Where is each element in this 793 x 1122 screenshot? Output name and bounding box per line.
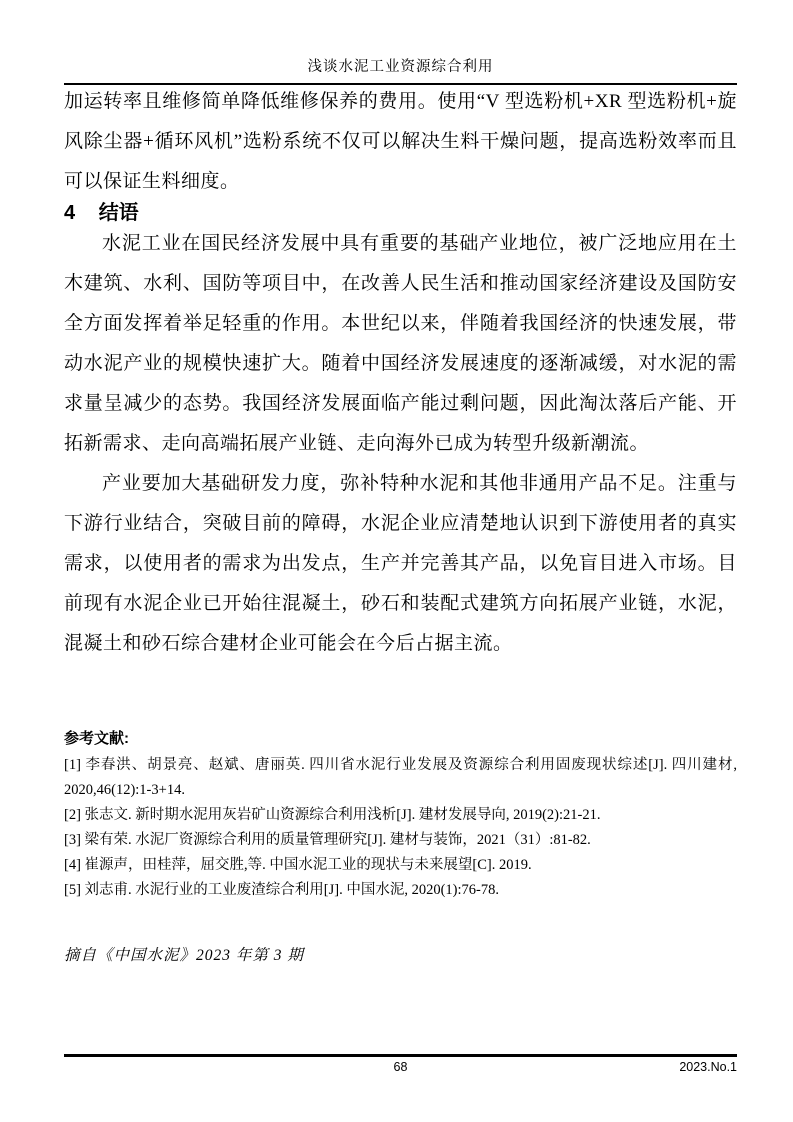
page-number: 68 bbox=[393, 1060, 408, 1074]
continuation-paragraph: 加运转率且维修简单降低维修保养的费用。使用“V 型选粉机+XR 型选粉机+旋风除尘器+循环风机”选粉系统不仅可以解决生料干燥问题，提高选粉效率而且可以保证生料细度。 bbox=[64, 91, 737, 192]
section-number: 4 bbox=[64, 202, 76, 224]
body-paragraph: 水泥工业在国民经济发展中具有重要的基础产业地位，被广泛地应用在土木建筑、水利、国防等项目中，在改善人民生活和推动国家经济建设及国防安全方面发挥着举足轻重的作用。本世纪以来，伴随着我国经济的快速发展，带动水泥产业的规模快速扩大。随着中国经济发展速度的逐渐减缓，对水泥的需求量呈减少的态势。我国经济发展面临产能过剩问题，因此淘汰落后产能、开拓新需求、走向高端拓展产业链、走向海外已成为转型升级新潮流。 bbox=[64, 233, 737, 454]
reference-item: [2] 张志文. 新时期水泥用灰岩矿山资源综合利用浅析[J]. 建材发展导向, 2019(2):21-21. bbox=[64, 807, 601, 823]
section-title: 结语 bbox=[98, 202, 139, 224]
body-paragraph: 产业要加大基础研发力度，弥补特种水泥和其他非通用产品不足。注重与下游行业结合，突破目前的障碍，水泥企业应清楚地认识到下游使用者的真实需求，以使用者的需求为出发点，生产并完善其产品，以免盲目进入市场。目前现有水泥企业已开始往混凝土，砂石和装配式建筑方向拓展产业链，水泥，混凝土和砂石综合建材企业可能会在今后占据主流。 bbox=[64, 473, 737, 654]
running-header-title: 浅谈水泥工业资源综合利用 bbox=[307, 59, 494, 75]
reference-item: [1] 李春洪、胡景亮、赵斌、唐丽英. 四川省水泥行业发展及资源综合利用固废现状综述[J]. 四川建材, 2020,46(12):1-3+14. bbox=[64, 757, 737, 798]
references-heading: 参考文献: bbox=[64, 730, 129, 747]
references-section bbox=[64, 728, 737, 903]
issue-label: 2023.No.1 bbox=[679, 1060, 737, 1074]
reference-item: [3] 梁有荣. 水泥厂资源综合利用的质量管理研究[J]. 建材与装饰，2021（31）:81-82. bbox=[64, 832, 591, 848]
reference-item: [5] 刘志甫. 水泥行业的工业废渣综合利用[J]. 中国水泥, 2020(1):76-78. bbox=[64, 882, 499, 898]
section-heading bbox=[64, 202, 737, 224]
reference-item: [4] 崔源声，田桂萍，屈交胜,等. 中国水泥工业的现状与未来展望[C]. 2019. bbox=[64, 857, 532, 873]
page-footer bbox=[64, 1054, 737, 1078]
page-content bbox=[64, 82, 737, 983]
running-header bbox=[64, 58, 737, 85]
source-note: 摘自《中国水泥》2023 年第 3 期 bbox=[64, 947, 304, 964]
